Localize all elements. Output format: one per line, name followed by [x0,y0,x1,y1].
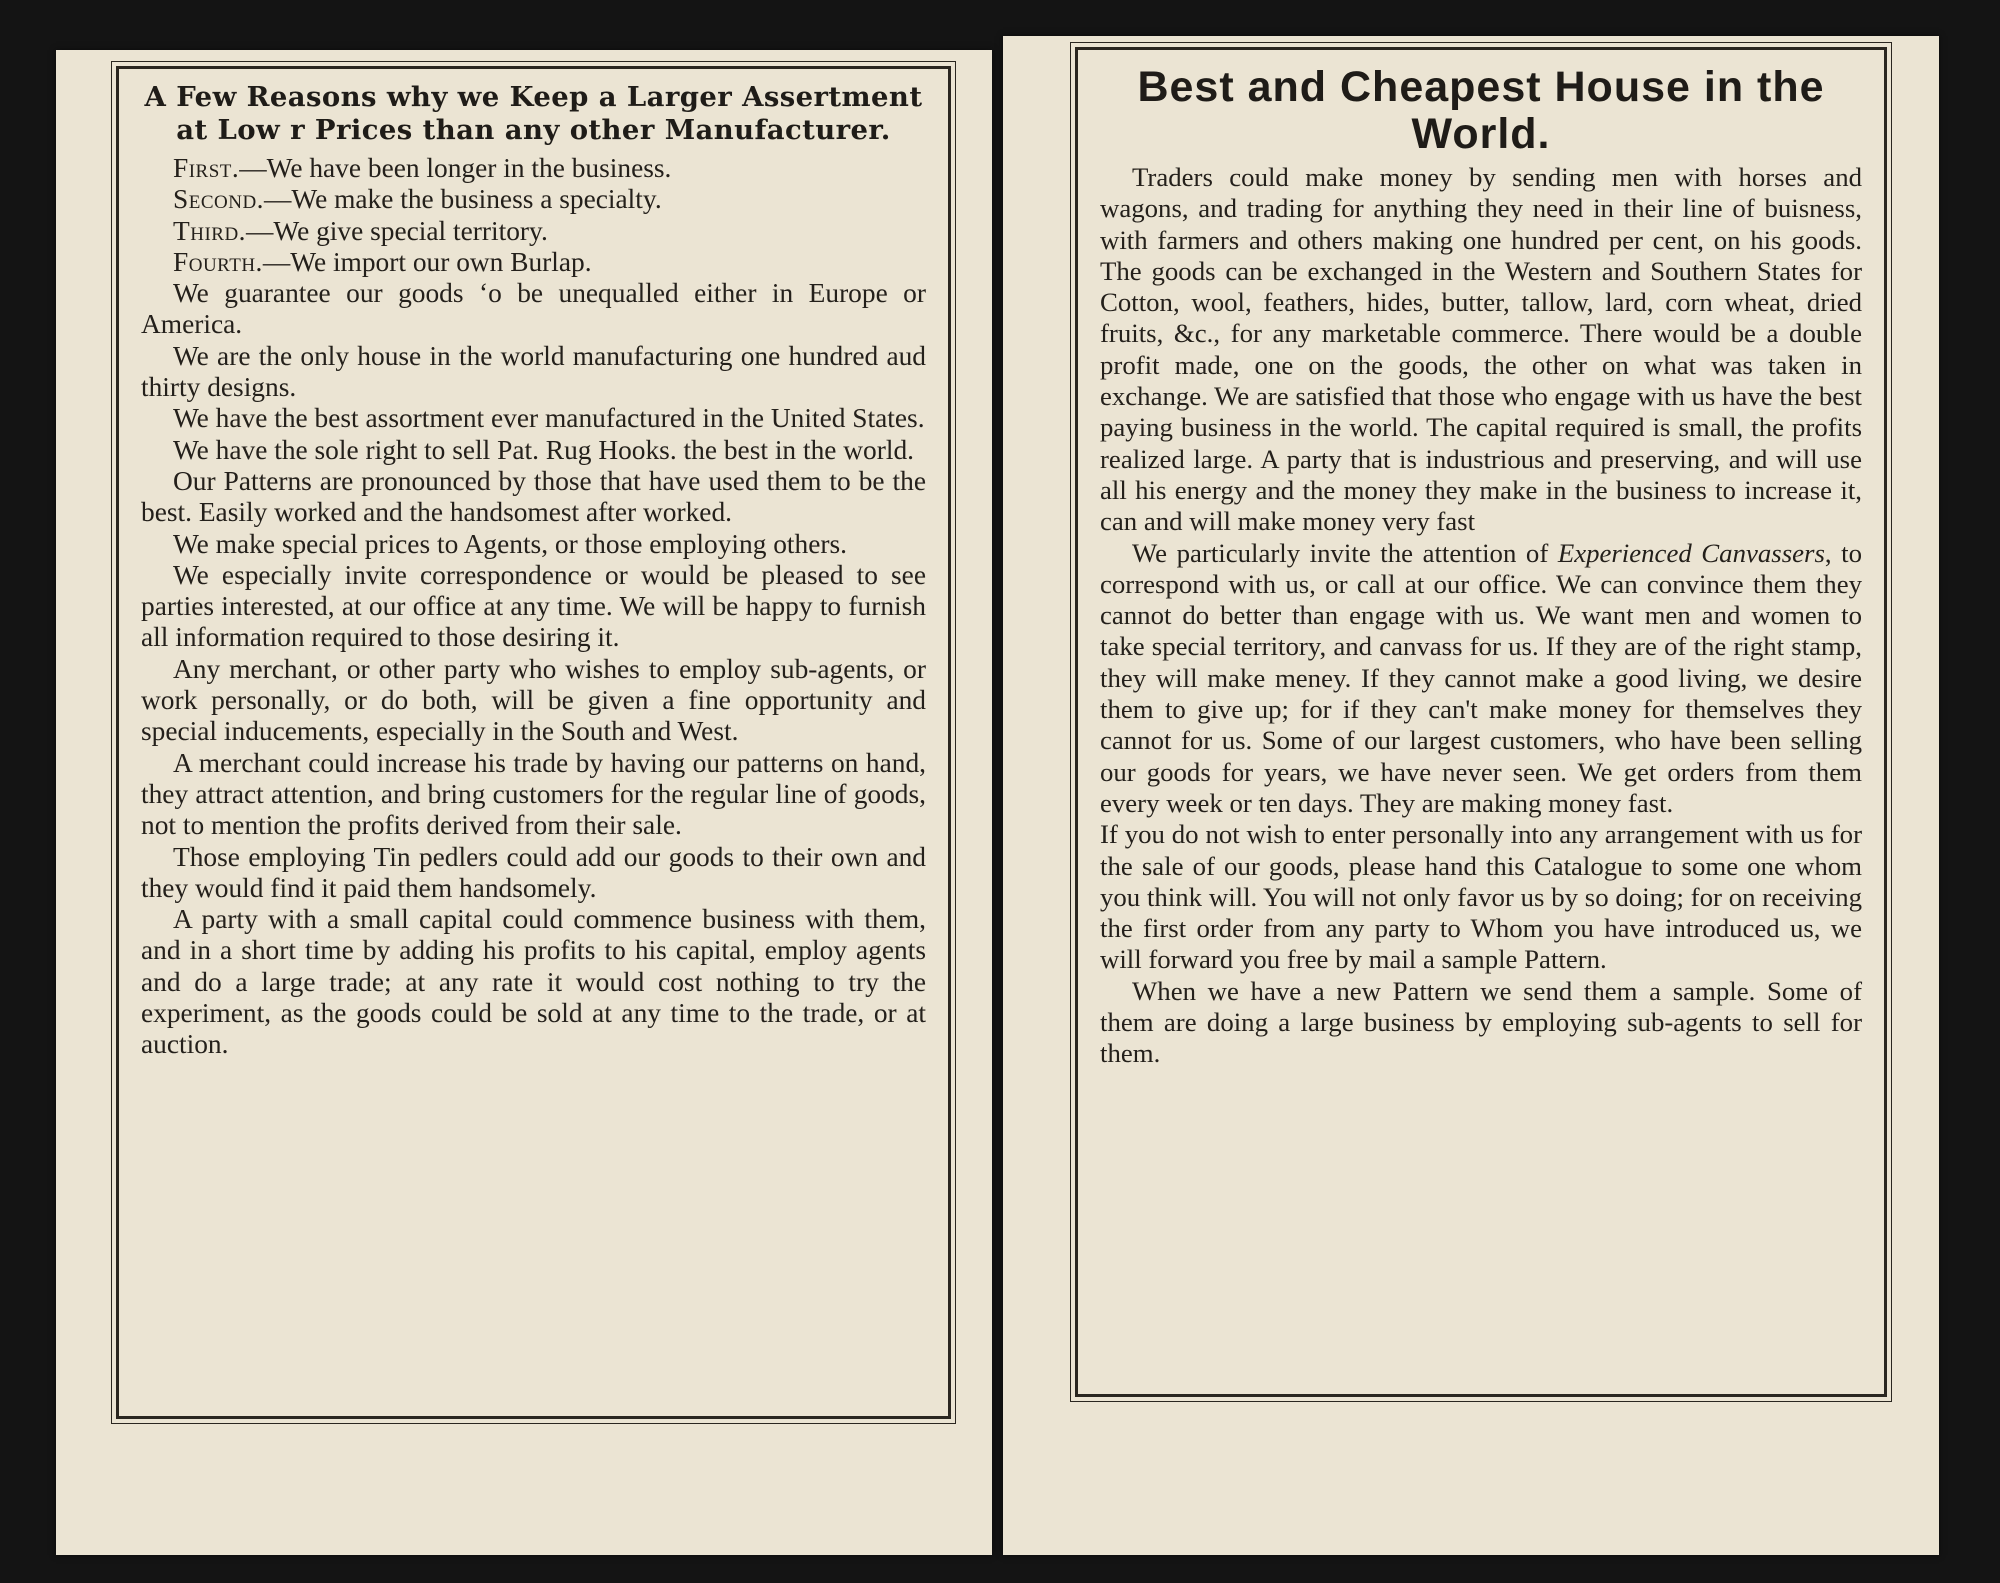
right-paragraph-italic: Experienced Canvassers [1557,537,1825,568]
right-page [1003,36,1939,1555]
reason-item [141,153,926,184]
right-paragraph-part: We particularly invite the attention of [1132,537,1558,568]
right-paragraph: If you do not wish to enter personally into any arrangement with us for the sale of our goods, please hand this Catalogue to some one whom you think will. You will not only favor us by so doing; for on receiving the first order from any party to Whom you have introduced us, we will forward you free by mail a sample Pattern. [1100,819,1862,975]
left-paragraph: We make special prices to Agents, or those employing others. [173,528,848,559]
left-page [56,50,992,1555]
reason-text: —We give special territory. [246,215,548,246]
left-paragraph: We have the best assortment ever manufactured in the United States. [173,403,925,434]
reason-item [141,216,926,247]
reason-label: Third. [173,215,247,246]
left-paragraph: Those employing Tin pedlers could add our goods to their own and they would find it paid them handsomely. [141,841,926,903]
left-paragraph: A merchant could increase his trade by having our patterns on hand, they attract attention, and bring customers for the regular line of goods, not to mention the profits derived from their sale. [141,747,926,841]
left-text-frame [116,66,951,1419]
reason-item [141,247,926,278]
reason-label: Fourth. [173,246,263,277]
right-paragraph [1100,538,1862,820]
reasons-list [141,153,926,278]
left-paragraph: We are the only house in the world manufacturing one hundred aud thirty designs. [141,340,926,403]
reason-text: —We make the business a specialty. [264,184,662,215]
reason-item [141,184,926,215]
left-paragraph: Any merchant, or other party who wishes to employ sub-agents, or work personally, or do both, will be given a fine opportunity and special inducements, especially in the South and West. [141,653,926,747]
right-text-frame [1075,47,1887,1397]
right-heading: Best and Cheapest House in the World. [1137,63,1825,158]
left-paragraph: Our Patterns are pronounced by those that have used them to be the best. Easily worked and the handsomest after worked. [141,465,926,528]
right-paragraph-part: , to correspond with us, or call at our office. We can convince them they cannot do better than engage with us. We want men and women to take special territory, and canvass for us. If they are of the right stamp, they will make meney. If they cannot make a good living, we desire them to give up; for if they can't make money for themselves they cannot for us. Some of our largest customers, who have been selling our goods for years, we have never seen. We get orders from them every week or ten days. They are making money fast. [1100,537,1862,818]
reason-label: First. [173,153,240,183]
left-paragraph: We guarantee our goods ʻo be unequalled either in Europe or America. [141,278,926,340]
reason-text: —We have been longer in the business. [239,153,672,183]
left-paragraph: A party with a small capital could commence business with them, and in a short time by adding his profits to his capital, employ agents and do a large trade; at any rate it would cost nothing to try the experiment, as the goods could be sold at any time to the trade, or at auction. [141,904,926,1060]
left-paragraph: We have the sole right to sell Pat. Rug Hooks. the best in the world. [173,434,915,465]
left-heading: A Few Reasons why we Keep a Larger Assertment at Low r Prices than any other Manufacturer. [144,81,923,146]
right-paragraph: When we have a new Pattern we send them a sample. Some of them are doing a large business by employing sub-agents to sell for them. [1100,975,1862,1069]
reason-text: —We import our own Burlap. [262,246,592,277]
left-paragraph: We especially invite correspondence or would be pleased to see parties interested, at our office at any time. We will be happy to furnish all information required to those desiring it. [141,559,926,653]
reason-label: Second. [173,184,265,215]
right-paragraph: Traders could make money by sending men with horses and wagons, and trading for anything they need in their line of buisness, with farmers and others making one hundred per cent, on his goods. The goods can be exchanged in the Western and Southern States for Cotton, wool, feathers, hides, butter, tallow, lard, corn wheat, dried fruits, &c., for any marketable commerce. There would be a double profit made, one on the goods, the other on what was taken in exchange. We are satisfied that those who engage with us have the best paying business in the world. The capital required is small, the profits realized large. A party that is industrious and preserving, and will use all his energy and the money they make in the business to increase it, can and will make money very fast [1100,162,1862,537]
